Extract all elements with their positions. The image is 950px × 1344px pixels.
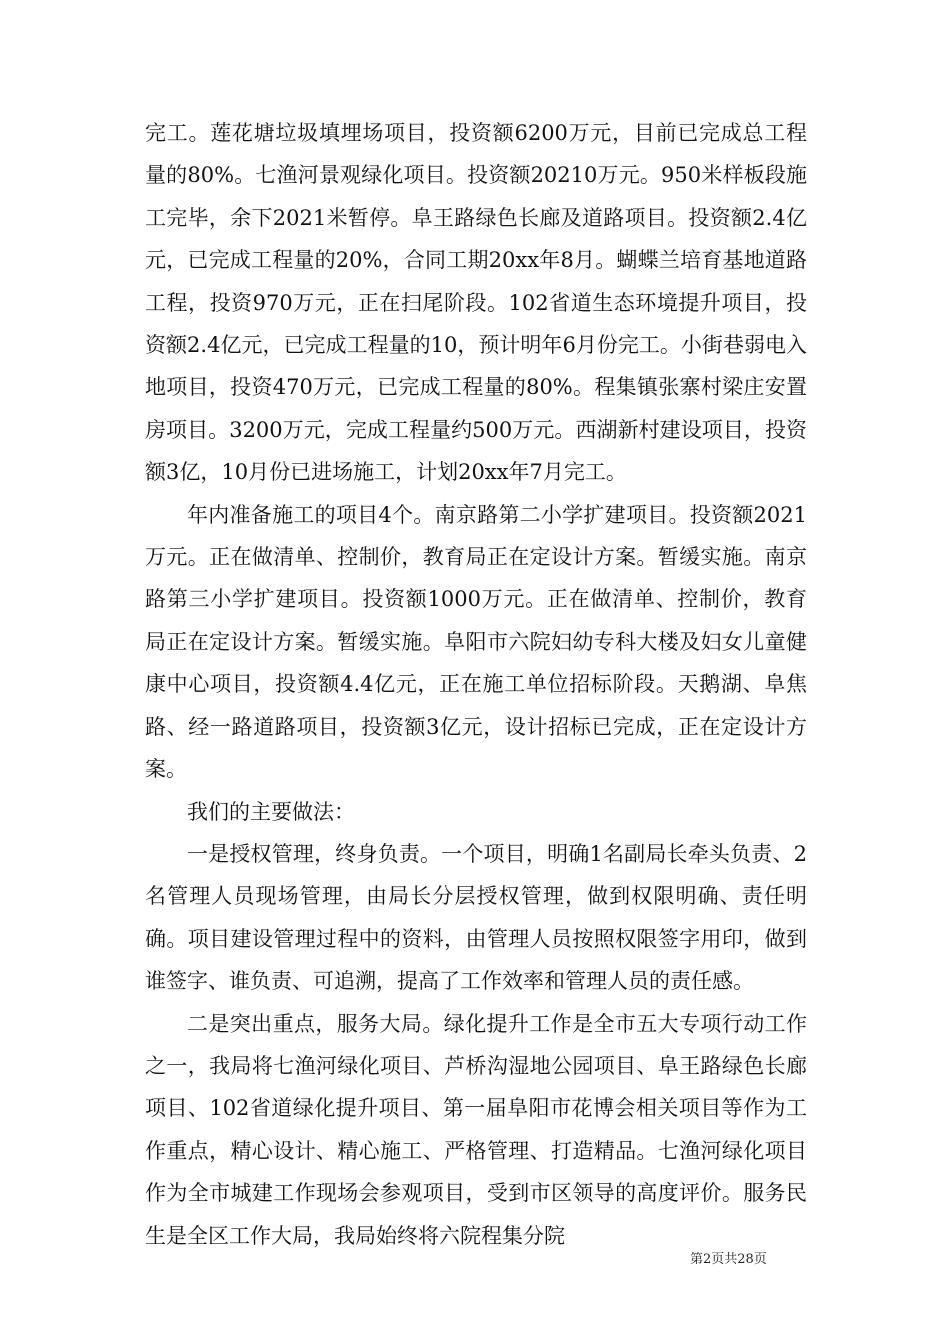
body-text <box>145 112 807 1257</box>
paragraph-method-two: 二是突出重点，服务大局。绿化提升工作是全市五大专项行动工作之一，我局将七渔河绿化项目、芦桥沟湿地公园项目、阜王路绿色长廊项目、102省道绿化提升项目、第一届阜阳市花博会相关项目等作为工作重点，精心设计、精心施工、严格管理、打造精品。七渔河绿化项目作为全市城建工作现场会参观项目，受到市区领导的高度评价。服务民生是全区工作大局，我局始终将六院程集分院 <box>145 1011 807 1248</box>
page-number: 第2页共28页 <box>690 1252 767 1267</box>
paragraph-continuation: 完工。莲花塘垃圾填埋场项目，投资额6200万元，目前已完成总工程量的80%。七渔河景观绿化项目。投资额20210万元。950米样板段施工完毕，余下2021米暂停。阜王路绿色长廊及道路项目。投资额2.4亿元，已完成工程量的20%，合同工期20xx年8月。蝴蝶兰培育基地道路工程，投资970万元，正在扫尾阶段。102省道生态环境提升项目，投资额2.4亿元，已完成工程量的10，预计明年6月份完工。小街巷弱电入地项目，投资470万元，已完成工程量的80%。程集镇张寨村梁庄安置房项目。3200万元，完成工程量约500万元。西湖新村建设项目，投资额3亿，10月份已进场施工，计划20xx年7月完工。 <box>145 121 807 485</box>
paragraph-method-one: 一是授权管理，终身负责。一个项目，明确1名副局长牵头负责、2名管理人员现场管理，由局长分层授权管理，做到权限明确、责任明确。项目建设管理过程中的资料，由管理人员按照权限签字用印，做到谁签字、谁负责、可追溯，提高了工作效率和管理人员的责任感。 <box>145 841 807 994</box>
paragraph-planned-projects: 年内准备施工的项目4个。南京路第二小学扩建项目。投资额2021万元。正在做清单、控制价，教育局正在定设计方案。暂缓实施。南京路第三小学扩建项目。投资额1000万元。正在做清单、控制价，教育局正在定设计方案。暂缓实施。阜阳市六院妇幼专科大楼及妇女儿童健康中心项目，投资额4.4亿元，正在施工单位招标阶段。天鹅湖、阜焦路、经一路道路项目，投资额3亿元，设计招标已完成，正在定设计方案。 <box>145 502 807 782</box>
paragraph-methods-heading: 我们的主要做法： <box>187 799 355 824</box>
